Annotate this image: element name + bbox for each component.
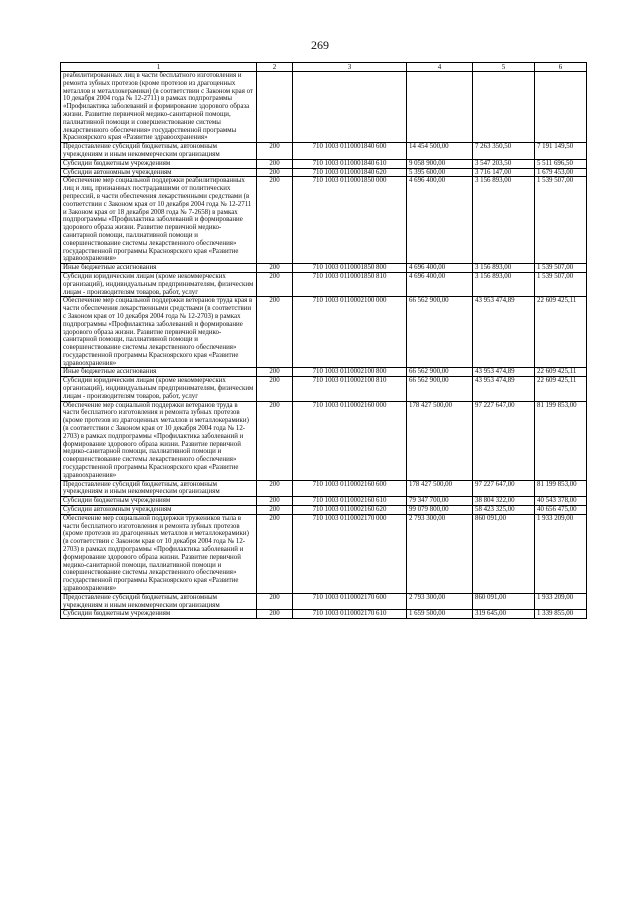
amount-remaining: 1 539 507,00 — [535, 264, 587, 273]
amount-remaining: 22 609 425,11 — [535, 377, 587, 401]
page-number: 269 — [311, 38, 329, 52]
row-name: Обеспечение мер социальной поддержки ветеранов труда края в части обеспечения лекарственными средствами (в соответствии с Законом края от 10 декабря 2004 года № 12-2703) в рамках подпрограммы «Профилактика заболеваний и формирование здорового образа жизни. Развитие первичной медико-санитарной помощи, паллиативной помощи и совершенствование системы лекарственного обеспечения» государственной программы Красноярского края «Развитие здравоохранения» — [61, 297, 257, 368]
amount-remaining: 1 539 507,00 — [535, 177, 587, 264]
amount-remaining: 1 679 453,00 — [535, 168, 587, 177]
row-name: Иные бюджетные ассигнования — [61, 264, 257, 273]
amount-remaining: 40 543 378,00 — [535, 497, 587, 506]
row-name: Предоставление субсидий бюджетным, автономным учреждениям и иным некоммерческим организациям — [61, 480, 257, 497]
table-row — [61, 593, 587, 610]
amount-approved: 4 696 400,00 — [407, 177, 473, 264]
row-name: Предоставление субсидий бюджетным, автономным учреждениям и иным некоммерческим организациям — [61, 143, 257, 160]
row-name: Предоставление субсидий бюджетным, автономным учреждениям и иным некоммерческим организациям — [61, 593, 257, 610]
amount-executed: 97 227 647,00 — [473, 480, 535, 497]
amount-executed: 319 645,00 — [473, 610, 535, 619]
amount-approved: 14 454 500,00 — [407, 143, 473, 160]
amount-executed: 3 156 893,00 — [473, 272, 535, 296]
department-code: 200 — [257, 593, 293, 610]
row-name: Обеспечение мер социальной поддержки тружеников тыла в части бесплатного изготовления и ремонта зубных протезов (кроме протезов из драгоценных металлов и металлокерамики) (в соответствии с Законом края от 10 декабря 2004 года № 12-2703) в рамках подпрограммы «Профилактика заболеваний и формирование здорового образа жизни. Развитие первичной медико-санитарной помощи, паллиативной помощи и совершенствование системы лекарственного обеспечения» государственной программы Красноярского края «Развитие здравоохранения» — [61, 514, 257, 593]
classification-code: 710 1003 0110002160 620 — [293, 506, 407, 515]
classification-code: 710 1003 0110001850 810 — [293, 272, 407, 296]
table-row — [61, 159, 587, 168]
amount-executed: 3 716 147,00 — [473, 168, 535, 177]
amount-approved: 79 347 700,00 — [407, 497, 473, 506]
classification-code: 710 1003 0110001840 610 — [293, 159, 407, 168]
amount-executed: 860 091,00 — [473, 593, 535, 610]
classification-code: 710 1003 0110002170 600 — [293, 593, 407, 610]
department-code: 200 — [257, 159, 293, 168]
amount-approved: 9 058 900,00 — [407, 159, 473, 168]
amount-executed: 3 156 893,00 — [473, 177, 535, 264]
classification-code: 710 1003 0110002160 000 — [293, 401, 407, 480]
amount-executed: 3 156 893,00 — [473, 264, 535, 273]
department-code: 200 — [257, 272, 293, 296]
table-row — [61, 497, 587, 506]
department-code: 200 — [257, 480, 293, 497]
amount-executed: 43 953 474,89 — [473, 368, 535, 377]
amount-approved: 99 079 800,00 — [407, 506, 473, 515]
amount-remaining: 7 191 149,50 — [535, 143, 587, 160]
row-name: Субсидии автономным учреждениям — [61, 506, 257, 515]
classification-code: 710 1003 0110002170 610 — [293, 610, 407, 619]
amount-approved — [407, 72, 473, 143]
amount-approved: 178 427 500,00 — [407, 401, 473, 480]
classification-code — [293, 72, 407, 143]
amount-executed: 43 953 474,89 — [473, 377, 535, 401]
table-row — [61, 514, 587, 593]
department-code: 200 — [257, 497, 293, 506]
row-name: Субсидии бюджетным учреждениям — [61, 497, 257, 506]
classification-code: 710 1003 0110002100 000 — [293, 297, 407, 368]
amount-remaining — [535, 72, 587, 143]
department-code: 200 — [257, 368, 293, 377]
department-code: 200 — [257, 143, 293, 160]
amount-remaining: 81 199 853,00 — [535, 401, 587, 480]
amount-remaining: 22 609 425,11 — [535, 368, 587, 377]
amount-approved: 4 696 400,00 — [407, 264, 473, 273]
table-row — [61, 143, 587, 160]
department-code: 200 — [257, 506, 293, 515]
amount-executed: 38 804 322,00 — [473, 497, 535, 506]
amount-remaining: 5 511 696,50 — [535, 159, 587, 168]
table-row — [61, 480, 587, 497]
classification-code: 710 1003 0110001850 800 — [293, 264, 407, 273]
column-header: 1 — [61, 63, 257, 72]
header-row — [61, 63, 587, 72]
amount-approved: 2 793 300,00 — [407, 514, 473, 593]
amount-executed: 7 263 350,50 — [473, 143, 535, 160]
amount-remaining: 1 339 855,00 — [535, 610, 587, 619]
row-name: Субсидии юридическим лицам (кроме некоммерческих организаций), индивидуальным предпринимателям, физическим лицам - производителям товаров, работ, услуг — [61, 377, 257, 401]
amount-remaining: 22 609 425,11 — [535, 297, 587, 368]
table-row — [61, 168, 587, 177]
department-code — [257, 72, 293, 143]
department-code: 200 — [257, 401, 293, 480]
amount-approved: 66 562 900,00 — [407, 368, 473, 377]
budget-table — [60, 62, 587, 619]
amount-approved: 5 395 600,00 — [407, 168, 473, 177]
row-name: Субсидии автономным учреждениям — [61, 168, 257, 177]
department-code: 200 — [257, 610, 293, 619]
row-name: Обеспечение мер социальной поддержки ветеранов труда в части бесплатного изготовления и ремонта зубных протезов (кроме протезов из драгоценных металлов и металлокерамики) (в соответствии с Законом края от 10 декабря 2004 года № 12-2703) в рамках подпрограммы «Профилактика заболеваний и формирование здорового образа жизни. Развитие первичной медико-санитарной помощи, паллиативной помощи и совершенствование системы лекарственного обеспечения» государственной программы Красноярского края «Развитие здравоохранения» — [61, 401, 257, 480]
amount-remaining: 1 933 209,00 — [535, 514, 587, 593]
row-name: Субсидии бюджетным учреждениям — [61, 159, 257, 168]
column-header: 4 — [407, 63, 473, 72]
amount-approved: 2 793 300,00 — [407, 593, 473, 610]
column-header: 5 — [473, 63, 535, 72]
table-row — [61, 401, 587, 480]
classification-code: 710 1003 0110002100 810 — [293, 377, 407, 401]
department-code: 200 — [257, 168, 293, 177]
column-header: 2 — [257, 63, 293, 72]
column-header: 6 — [535, 63, 587, 72]
department-code: 200 — [257, 264, 293, 273]
department-code: 200 — [257, 377, 293, 401]
amount-executed: 43 953 474,89 — [473, 297, 535, 368]
amount-approved: 66 562 900,00 — [407, 377, 473, 401]
table-row — [61, 368, 587, 377]
classification-code: 710 1003 0110002170 000 — [293, 514, 407, 593]
department-code: 200 — [257, 177, 293, 264]
amount-remaining: 1 539 507,00 — [535, 272, 587, 296]
table-row — [61, 72, 587, 143]
table-row — [61, 506, 587, 515]
amount-approved: 66 562 900,00 — [407, 297, 473, 368]
row-name: Субсидии юридическим лицам (кроме некоммерческих организаций), индивидуальным предпринимателям, физическим лицам - производителям товаров, работ, услуг — [61, 272, 257, 296]
amount-remaining: 40 656 475,00 — [535, 506, 587, 515]
amount-executed — [473, 72, 535, 143]
row-name: Иные бюджетные ассигнования — [61, 368, 257, 377]
amount-approved: 1 659 500,00 — [407, 610, 473, 619]
table-row — [61, 272, 587, 296]
amount-approved: 4 696 400,00 — [407, 272, 473, 296]
row-name: Обеспечение мер социальной поддержки реабилитированных лиц и лиц, признанных пострадавшими от политических репрессий, в части обеспечения лекарственными средствами (в соответствии с Законом края от 10 декабря 2004 года № 12-2711 и Законом края от 18 декабря 2008 года № 7-2658) в рамках подпрограммы «Профилактика заболеваний и формирование здорового образа жизни. Развитие первичной медико-санитарной помощи, паллиативной помощи и совершенствование системы лекарственного обеспечения» государственной программы Красноярского края «Развитие здравоохранения» — [61, 177, 257, 264]
amount-remaining: 81 199 853,00 — [535, 480, 587, 497]
table-row — [61, 264, 587, 273]
classification-code: 710 1003 0110001840 600 — [293, 143, 407, 160]
department-code: 200 — [257, 514, 293, 593]
department-code: 200 — [257, 297, 293, 368]
classification-code: 710 1003 0110002160 610 — [293, 497, 407, 506]
table-row — [61, 377, 587, 401]
amount-approved: 178 427 500,00 — [407, 480, 473, 497]
row-name: Субсидии бюджетным учреждениям — [61, 610, 257, 619]
row-name: реабилитированных лиц в части бесплатного изготовления и ремонта зубных протезов (кроме протезов из драгоценных металлов и металлокерамики) (в соответствии с Законом края от 10 декабря 2004 года № 12-2711) в рамках подпрограммы «Профилактика заболеваний и формирование здорового образа жизни. Развитие первичной медико-санитарной помощи, паллиативной помощи и совершенствование системы лекарственного обеспечения» государственной программы Красноярского края «Развитие здравоохранения» — [61, 72, 257, 143]
classification-code: 710 1003 0110002160 600 — [293, 480, 407, 497]
amount-executed: 3 547 203,50 — [473, 159, 535, 168]
classification-code: 710 1003 0110001840 620 — [293, 168, 407, 177]
classification-code: 710 1003 0110001850 000 — [293, 177, 407, 264]
amount-executed: 860 091,00 — [473, 514, 535, 593]
classification-code: 710 1003 0110002100 800 — [293, 368, 407, 377]
column-header: 3 — [293, 63, 407, 72]
table-row — [61, 610, 587, 619]
table-row — [61, 177, 587, 264]
amount-remaining: 1 933 209,00 — [535, 593, 587, 610]
amount-executed: 58 423 325,00 — [473, 506, 535, 515]
table-row — [61, 297, 587, 368]
amount-executed: 97 227 647,00 — [473, 401, 535, 480]
